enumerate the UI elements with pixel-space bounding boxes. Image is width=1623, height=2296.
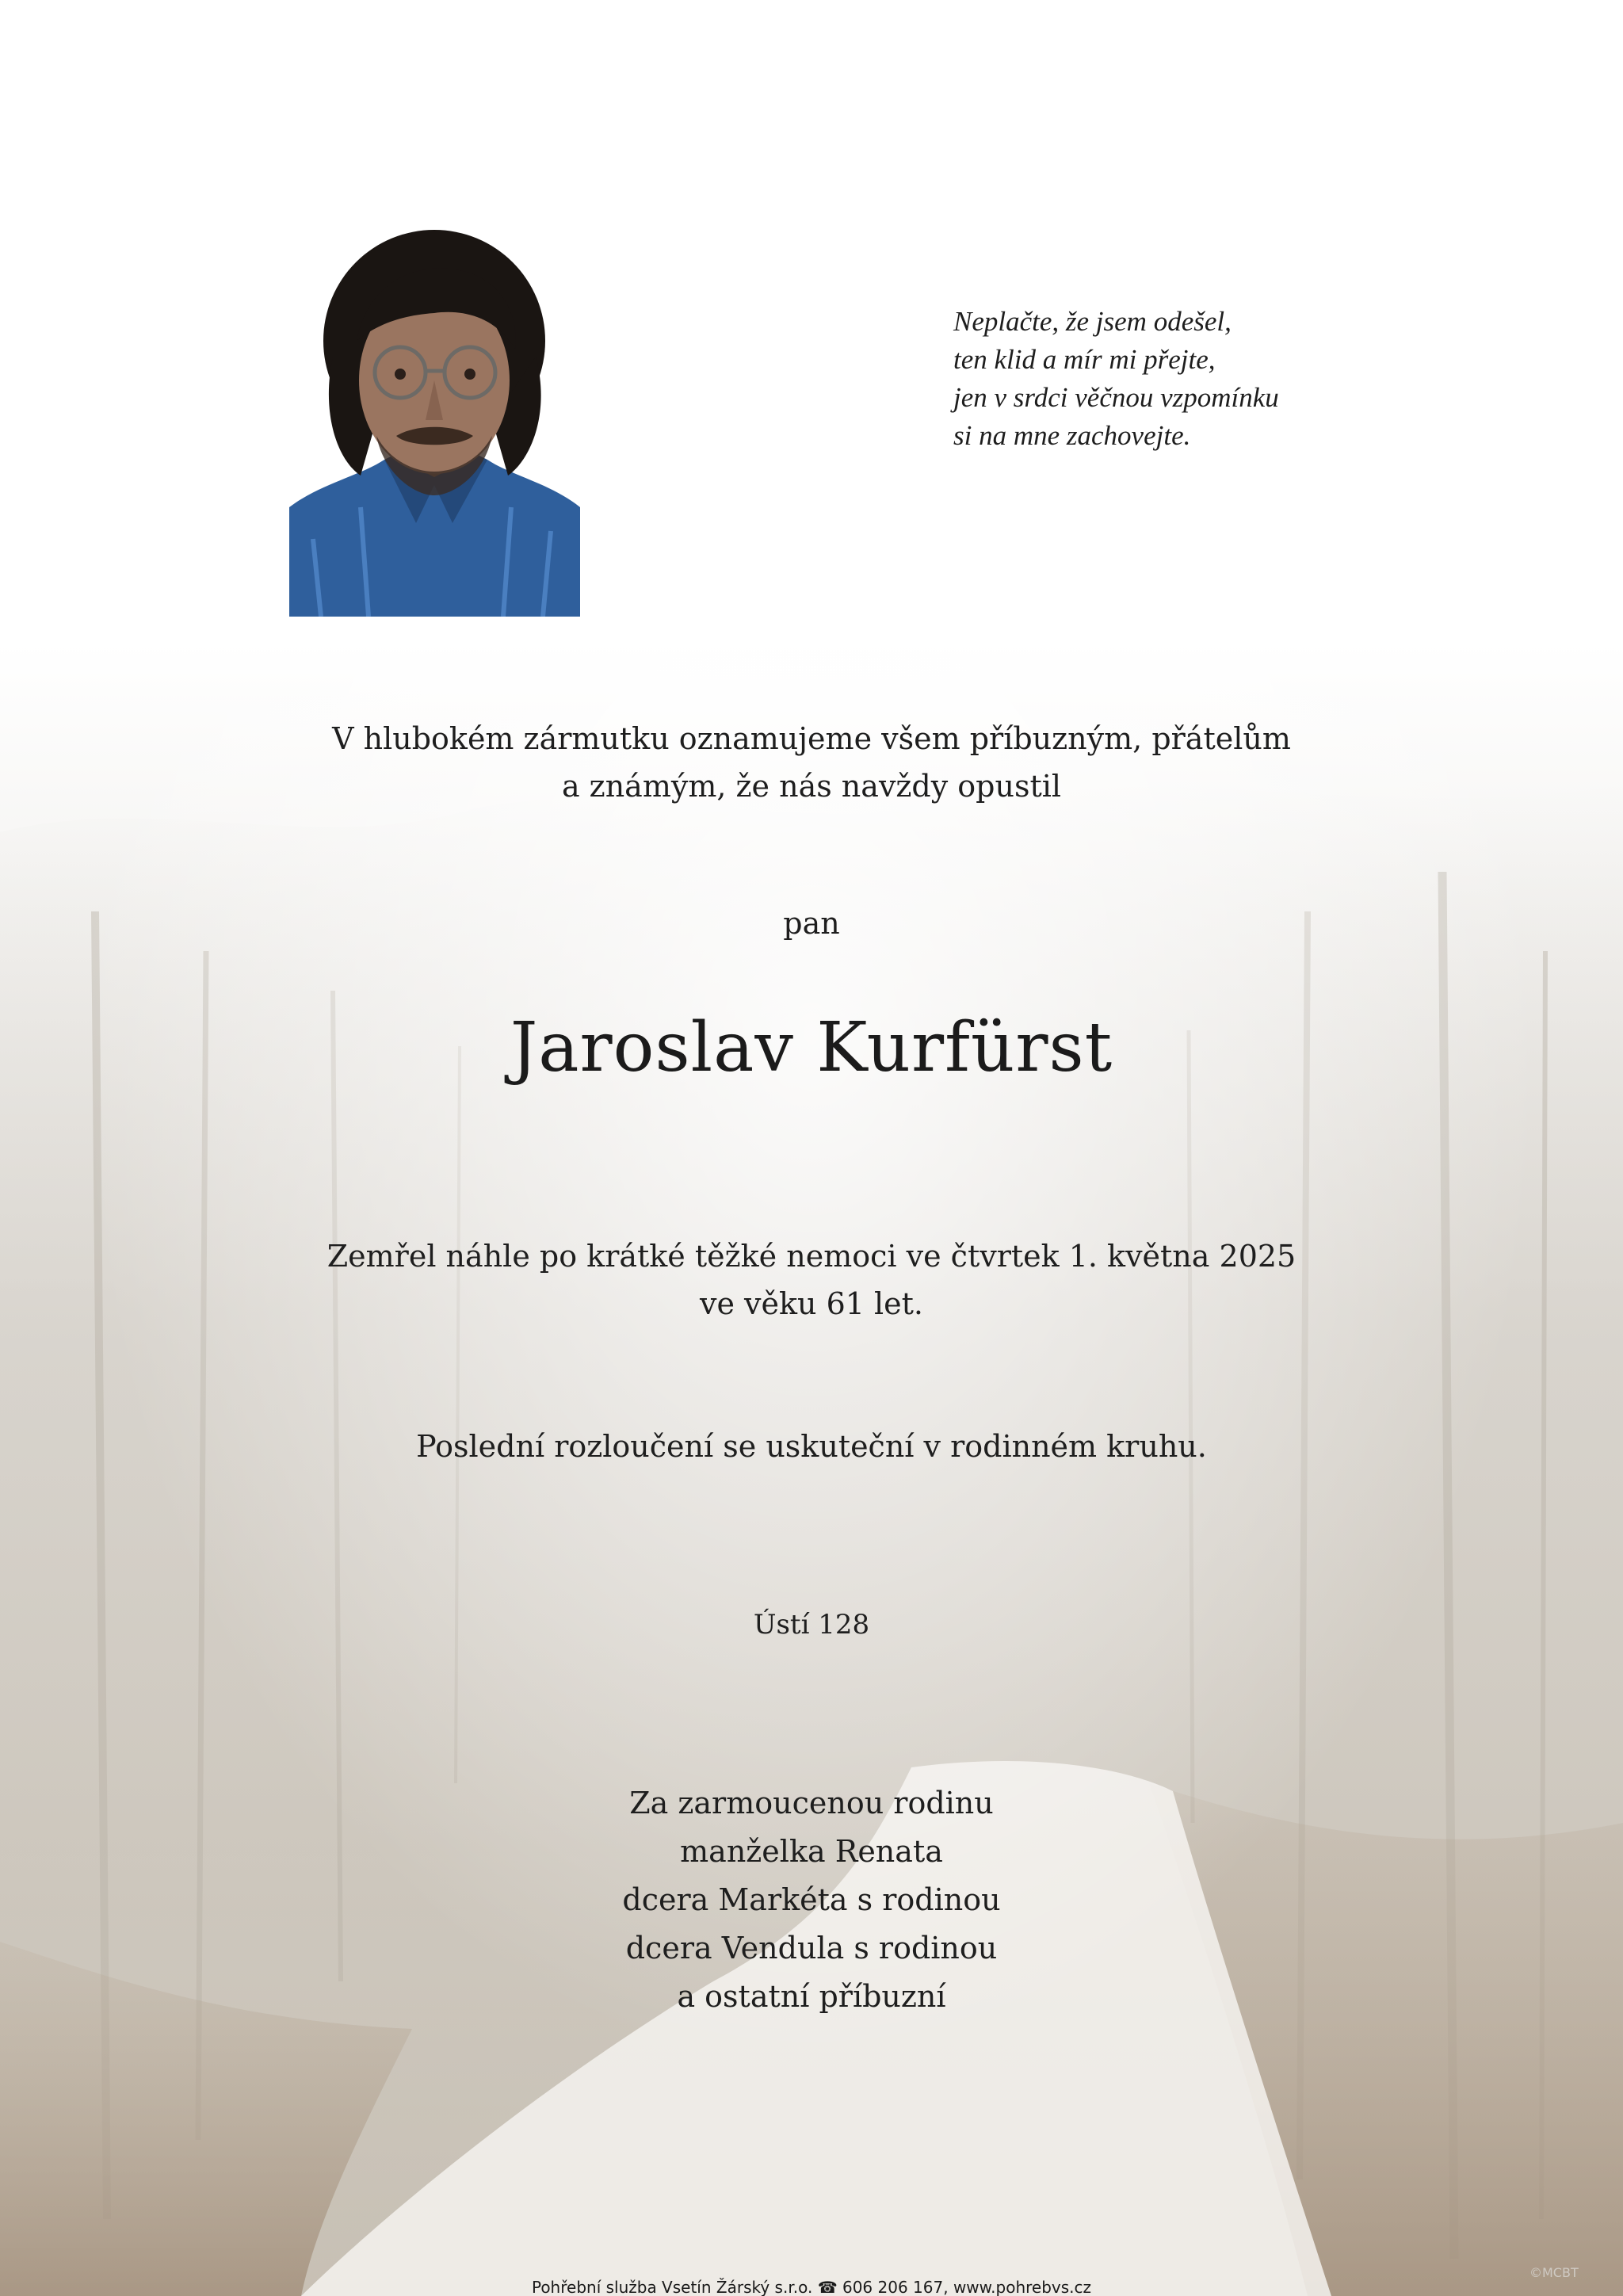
poem-line: ten klid a mír mi přejte, <box>953 344 1216 375</box>
mourner-line: dcera Vendula s rodinou <box>625 1931 998 1966</box>
mourner-line: dcera Markéta s rodinou <box>622 1882 1001 1917</box>
poem-line: jen v srdci věčnou vzpomínku <box>953 382 1279 413</box>
memorial-poem <box>953 303 1365 455</box>
phone-number: 606 206 167 <box>842 2278 944 2296</box>
company-name: Pohřební služba Vsetín Žárský s.r.o. <box>531 2278 813 2296</box>
intro-line: a známým, že nás navždy opustil <box>561 769 1062 804</box>
website-link[interactable]: www.pohrebvs.cz <box>953 2278 1092 2296</box>
mourner-line: Za zarmoucenou rodinu <box>629 1786 994 1820</box>
mourners-list <box>0 1779 1623 2021</box>
phone-icon: ☎ <box>817 2278 838 2296</box>
poem-line: si na mne zachovejte. <box>953 420 1191 451</box>
mourner-line: a ostatní příbuzní <box>677 1979 946 2014</box>
announcement-intro <box>0 715 1623 810</box>
intro-line: V hlubokém zármutku oznamujeme všem příbuzným, přátelům <box>332 721 1291 756</box>
poem-line: Neplačte, že jsem odešel, <box>953 306 1232 337</box>
mourner-line: manželka Renata <box>680 1834 943 1869</box>
funeral-service-footer: Pohřební služba Vsetín Žárský s.r.o. ☎ 606 206 167, www.pohrebvs.cz <box>531 2278 1092 2296</box>
death-line: Zemřel náhle po krátké těžké nemoci ve čtvrtek 1. května 2025 <box>327 1239 1296 1274</box>
honorific: pan <box>783 906 840 941</box>
photo-watermark: ©MCBT <box>1529 2265 1579 2280</box>
farewell-notice: Poslední rozloučení se uskuteční v rodinném kruhu. <box>416 1429 1207 1464</box>
deceased-name: Jaroslav Kurfürst <box>510 1008 1113 1087</box>
death-details <box>0 1232 1623 1328</box>
death-line: ve věku 61 let. <box>700 1286 923 1321</box>
address: Ústí 128 <box>753 1609 870 1641</box>
portrait-photo <box>289 222 580 617</box>
